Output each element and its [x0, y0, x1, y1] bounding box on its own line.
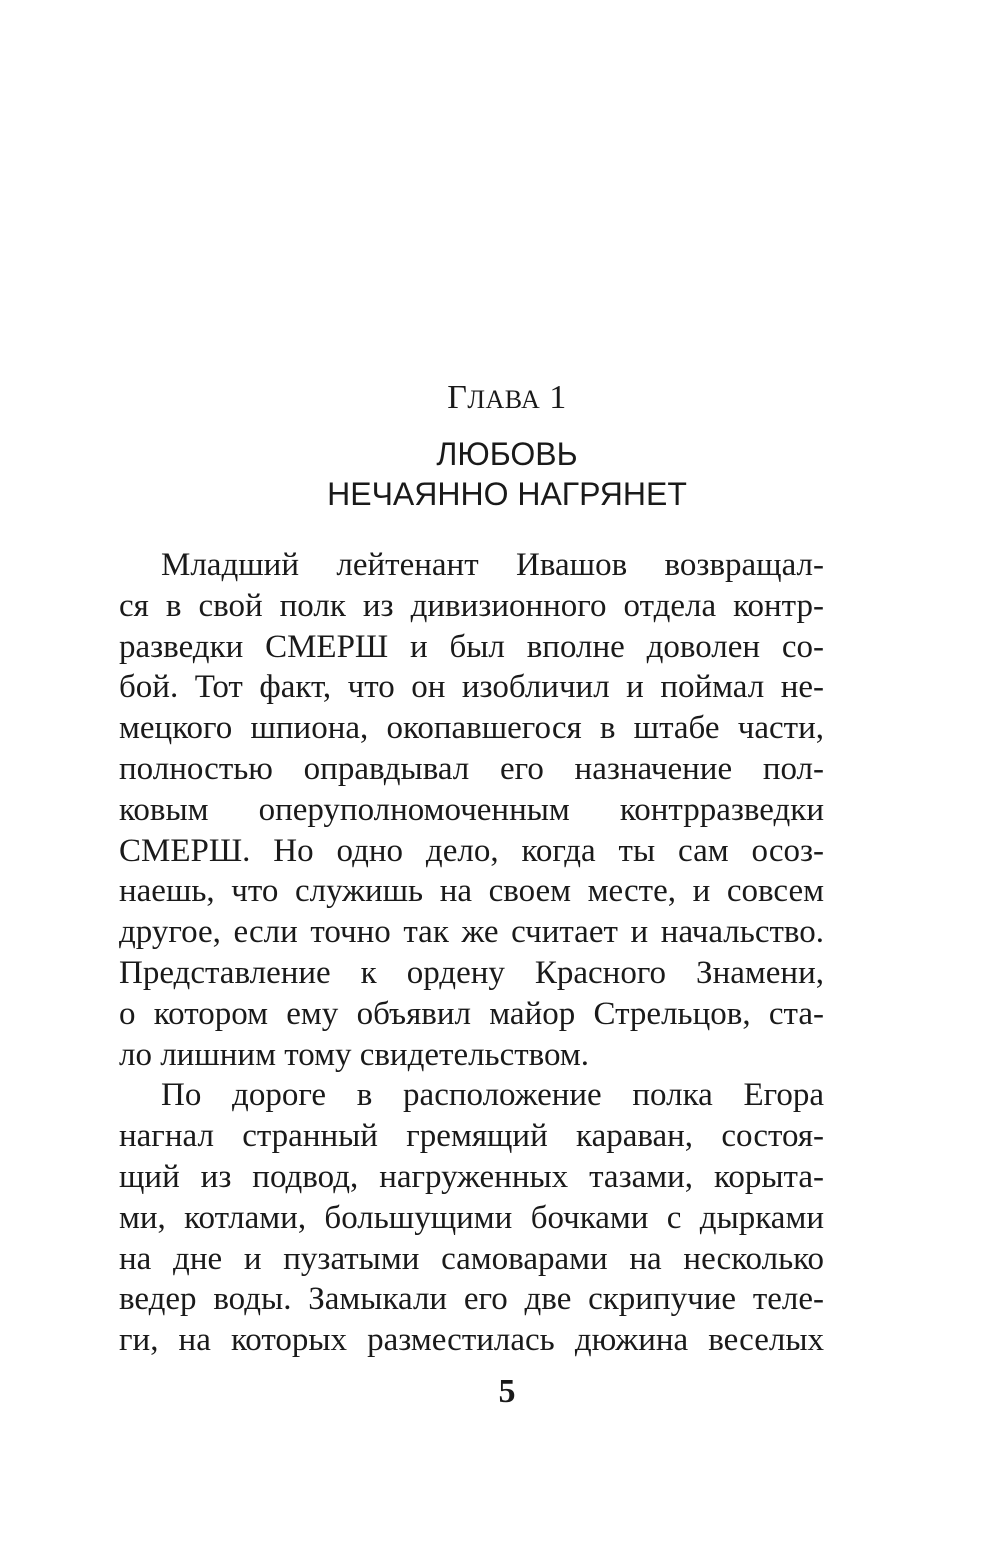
text-line: наешь, что служишь на своем месте, и совсем: [119, 873, 824, 910]
chapter-label-initial: Г: [447, 379, 468, 416]
text-line: ги, на которых разместилась дюжина веселых: [119, 1322, 824, 1359]
text-line: По дороге в расположение полка Егора: [161, 1077, 824, 1114]
text-line: ведер воды. Замыкали его две скрипучие теле-: [119, 1281, 824, 1318]
chapter-number: 1: [549, 379, 567, 416]
chapter-title: [14, 434, 1000, 514]
text-line: на дне и пузатыми самоварами на несколько: [119, 1240, 824, 1277]
text-line: нагнал странный гремящий караван, состоя-: [119, 1118, 824, 1155]
text-line: ся в свой полк из дивизионного отдела контр-: [119, 587, 824, 624]
text-line: мецкого шпиона, окопавшегося в штабе части,: [119, 710, 824, 747]
text-line: Младший лейтенант Ивашов возвращал-: [161, 547, 824, 583]
text-line: о котором ему объявил майор Стрельцов, ста-: [119, 995, 824, 1032]
chapter-title-line: НЕЧАЯННО НАГРЯНЕТ: [327, 476, 687, 512]
text-line: другое, если точно так же считает и начальство.: [119, 914, 824, 951]
text-line: полностью оправдывал его назначение пол-: [119, 750, 824, 787]
text-line: СМЕРШ. Но одно дело, когда ты сам осоз-: [119, 832, 824, 869]
text-line: бой. Тот факт, что он изобличил и поймал не-: [119, 669, 824, 706]
text-line: ми, котлами, большущими бочками с дырками: [119, 1199, 824, 1236]
chapter-label-word: ЛАВА: [467, 385, 541, 414]
paragraph: [119, 1075, 824, 1361]
chapter-label: [14, 378, 1000, 420]
text-line: Представление к ордену Красного Знамени,: [119, 954, 824, 991]
body-text: [119, 545, 824, 1361]
paragraph: [119, 545, 824, 1075]
text-line: щий из подвод, нагруженных тазами, корыта-: [119, 1158, 824, 1195]
text-line: ло лишним тому свидетельством.: [119, 1036, 590, 1073]
chapter-title-line: ЛЮБОВЬ: [436, 436, 578, 472]
text-line: ковым оперуполномоченным контрразведки: [119, 791, 824, 828]
text-line: разведки СМЕРШ и был вполне доволен со-: [119, 628, 824, 665]
page-number: 5: [498, 1373, 516, 1410]
